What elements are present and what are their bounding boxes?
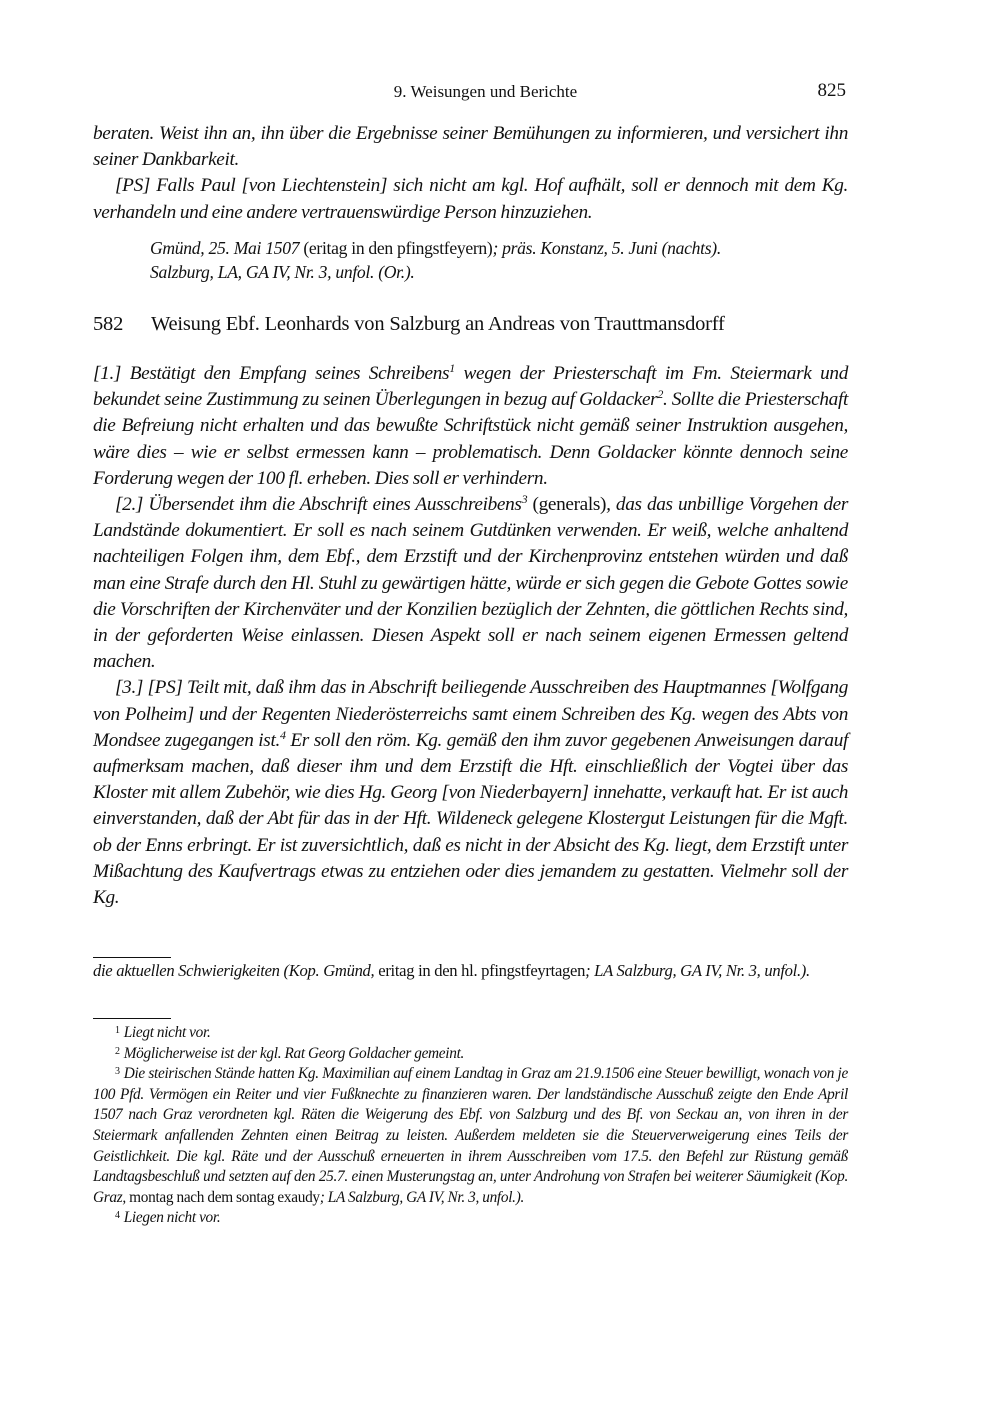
document-heading (93, 313, 853, 336)
footnote-text: Liegen nicht vor. (123, 1209, 221, 1227)
paragraph-3-text: Er soll den röm. Kg. gemäß den ihm zuvor gegebenen Anweisungen darauf aufmerksam machen, daß dieser ihm und dem Erzstift die Hft. einschließlich der Vogtei über das Kloster mit allem Zubehör, wie dies Hg. Georg [von Niederbayern] innehatte, verkauft hat. Er ist auch einverstanden, daß der Abt für das in der Hft. Wildeneck gelegene Klostergut Leistungen für die Mgft. ob der Enns erbringt. Er ist zuversichtlich, daß es nicht in der Absicht des Kg. liegt, dem Erzstift unter Mißachtung des Kaufvertrags etwas zu entziehen oder dies jemandem zu gestatten. Vielmehr soll der Kg. (93, 729, 849, 909)
paragraph-3 (93, 675, 848, 911)
footnote-text: ; LA Salzburg, GA IV, Nr. 3, unfol.). (319, 1188, 525, 1206)
footnote-ref-3[interactable]: 3 (521, 492, 528, 507)
citation-presentation: ; präs. Konstanz, 5. Juni (nachts). (492, 238, 721, 258)
paragraph-3-text: [3.] [PS] Teilt mit, daß ihm das in Abschrift beiliegende Ausschreiben des Hauptmannes [Wolfgang von Polheim] und der Regenten Niederösterreichs samt einem Schreiben des Kg. wegen des Abts von Mondsee zugegangen ist. (93, 677, 848, 751)
paragraph-2-text: [2.] Übersendet ihm die Abschrift eines Ausschreibens (115, 494, 522, 516)
footnote-mark: 1 (115, 1025, 120, 1036)
footnote-1 (93, 1023, 848, 1044)
running-title: 9. Weisungen und Berichte (393, 82, 578, 101)
carryover-quote: eritag in den hl. pfingstfeyrtagen (374, 961, 586, 980)
footnote-ref-4[interactable]: 4 (279, 727, 286, 742)
continuation-paragraph: beraten. Weist ihn an, ihn über die Ergebnisse seiner Bemühungen zu informieren, und versichert ihn seiner Dankbarkeit. (93, 123, 848, 171)
footnote-separator (93, 1018, 171, 1019)
footnote-text: Möglicherweise ist der kgl. Rat Georg Goldacher gemeint. (123, 1044, 465, 1062)
footnote-4 (93, 1208, 848, 1229)
carryover-footnote (93, 960, 848, 982)
paragraph-1-text: . Sollte die Priesterschaft die Befreiung nicht erhalten und das bewußte Schriftstück nicht gemäß seiner Instruktion ausgehen, wäre dies – wie er selbst ermessen kann – problematisch. Denn Goldacker könnte dennoch seine Forderung wegen der 100 fl. erheben. Dies soll er verhindern. (93, 389, 848, 489)
citation-date-line (150, 236, 850, 260)
citation-archive: Salzburg, LA, GA IV, Nr. 3, unfol. (Or.). (150, 262, 415, 282)
document-title: Weisung Ebf. Leonhards von Salzburg an Andreas von Trauttmansdorff (151, 313, 725, 335)
paragraph-1-text: [1.] Bestätigt den Empfang seines Schreibens (93, 363, 450, 384)
source-citation (150, 236, 850, 284)
footnote-ref-1[interactable]: 1 (449, 361, 455, 375)
carryover-text: die aktuellen Schwierigkeiten (Kop. Gmünd, (93, 961, 375, 980)
postscript-paragraph: [PS] Falls Paul [von Liechtenstein] sich nicht am kgl. Hof aufhält, soll er dennoch mit dem Kg. verhandeln und eine andere vertrauenswürdige Person hinzuziehen. (93, 175, 848, 223)
footnote-mark: 3 (115, 1066, 120, 1078)
continuation-text (93, 121, 848, 226)
footnote-3 (93, 1064, 848, 1208)
document-number: 582 (93, 313, 124, 335)
footnote-2 (93, 1044, 848, 1065)
footnote-text: Liegt nicht vor. (123, 1024, 211, 1041)
carryover-text: ; LA Salzburg, GA IV, Nr. 3, unfol.). (585, 961, 810, 980)
running-head (93, 82, 848, 106)
footnote-text: Die steirischen Stände hatten Kg. Maximilian auf einem Landtag in Graz am 21.9.1506 eine Steuer bewilligt, wonach von je 100 Pfd. Vermögen ein Reiter und vier Fußknechte zu finanzieren waren. Der landständische Ausschuß zeigte den Ende April 1507 nach Graz verordneten kgl. Räten die Weigerung des Ebf. von Salzburg und des Bf. von Seckau an, von ihren in der Steiermark anfallenden Zehnten einen Beitrag zu leisten. Außerdem meldeten sie die Steuerverweigerung eines Teils der Geistlichkeit. Die kgl. Räte und der Ausschuß erneuerten in ihrem Ausschreiben vom 17.5. den Befehl zur Rüstung gemäß Landtagsbeschluß und setzten auf den 25.7. einen Musterungstag an, unter Androhung von Strafen bei weiterer Säumigkeit (Kop. Graz, (93, 1065, 848, 1206)
footnote-ref-2[interactable]: 2 (657, 387, 663, 402)
paragraph-2 (93, 492, 848, 675)
citation-place-date: Gmünd, 25. Mai 1507 (150, 238, 300, 258)
citation-original-date: (eritag in den pfingstfeyern) (303, 238, 493, 258)
footnote-quote: montag nach dem sontag exaudy (125, 1188, 320, 1206)
footnotes (93, 1023, 848, 1229)
paragraph-2-quote: (generals) (527, 494, 607, 516)
paragraph-1 (93, 361, 848, 492)
page-number: 825 (817, 80, 846, 101)
paragraph-1-text: wegen der Priesterschaft im Fm. Steiermark und bekundet seine Zustimmung zu seinen Überlegungen in bezug auf Goldacker (93, 363, 848, 411)
footnote-mark: 4 (115, 1210, 120, 1222)
document-body (93, 361, 848, 911)
footnote-mark: 2 (115, 1045, 120, 1057)
footnote-separator (93, 957, 171, 958)
paragraph-2-text: , das das unbillige Vorgehen der Landstände dokumentiert. Er soll es nach seinem Gutdünken verwenden. Er weiß, welche anhaltend nachteiligen Folgen ihm, dem Ebf., dem Erzstift und der Kirchenprovinz entstehen würden und daß man eine Strafe durch den Hl. Stuhl zu gewärtigen hätte, würde er sich gegen die Gebote Gottes sowie die Vorschriften der Kirchenväter und der Konzilien bezüglich der Zehnten, die göttlichen Rechts sind, in der geforderten Weise einlassen. Diesen Aspekt soll er nach seinem eigenen Ermessen geltend machen. (93, 494, 848, 673)
